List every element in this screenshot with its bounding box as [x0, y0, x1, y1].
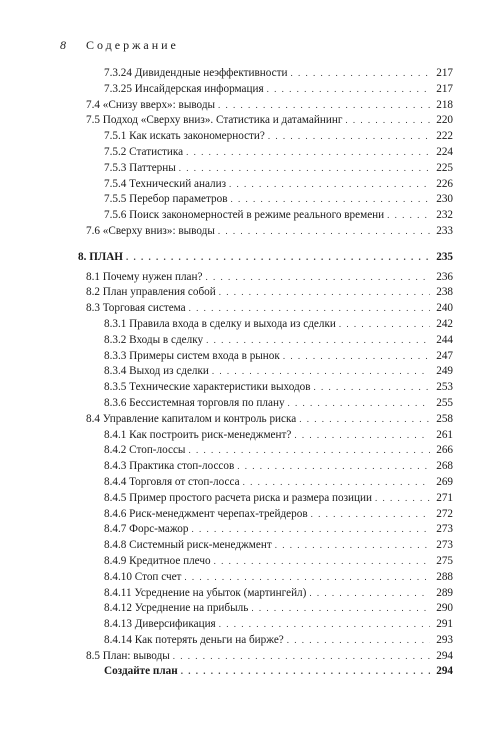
dot-leader [387, 208, 430, 224]
toc-entry-page: 236 [436, 270, 453, 283]
page-number: 8 [60, 38, 66, 52]
toc-entry-page: 253 [436, 381, 453, 394]
toc-entry-page: 247 [436, 349, 453, 362]
toc-entry-title: 8.3.1 Правила входа в сделку и выхода из сделки [104, 317, 336, 330]
toc-entry [78, 364, 453, 380]
toc-entry-title: 7.6 «Сверху вниз»: выводы [86, 224, 215, 237]
toc-entry-page: 272 [436, 507, 453, 520]
toc-entry [78, 428, 453, 444]
dot-leader [188, 443, 430, 459]
dot-leader [189, 301, 430, 317]
dot-leader [173, 649, 430, 665]
toc-entry [78, 396, 453, 412]
toc-entry-title: 7.4 «Снизу вверх»: выводы [86, 98, 216, 111]
toc-entry [78, 66, 453, 82]
toc-entry-title: 7.3.25 Инсайдерская информация [104, 82, 264, 95]
dot-leader [218, 224, 430, 240]
dot-leader [126, 250, 430, 266]
toc-entry-title: 8.2 План управления собой [86, 286, 216, 299]
dot-leader [219, 617, 430, 633]
toc-entry-title: 8.4.8 Системный риск-менеджмент [104, 539, 272, 552]
toc-entry-title: 7.5.4 Технический анализ [104, 177, 227, 190]
toc-entry [78, 459, 453, 475]
dot-leader [268, 129, 430, 145]
dot-leader [184, 570, 430, 586]
toc-entry-title: 8.4.5 Пример простого расчета риска и размера позиции [104, 491, 372, 504]
toc-entry [78, 224, 453, 240]
toc-entry-page: 271 [436, 491, 453, 504]
dot-leader [275, 538, 430, 554]
toc-entry [78, 475, 453, 491]
toc-entry-page: 232 [436, 209, 453, 222]
toc-entry [78, 301, 453, 317]
dot-leader [375, 491, 430, 507]
toc-entry-title: 8.4.14 Как потерять деньги на бирже? [104, 633, 284, 646]
toc-entry-title: 7.5.3 Паттерны [104, 161, 176, 174]
toc-entry-title: 8.3.6 Бессистемная торговля по плану [104, 396, 285, 409]
toc-entry [78, 82, 453, 98]
dot-leader [181, 664, 430, 680]
toc-entry-page: 255 [436, 396, 453, 409]
toc-entry-page: 226 [436, 177, 453, 190]
toc-entry-page: 217 [436, 82, 453, 95]
toc-entry-page: 218 [436, 98, 453, 111]
toc-entry [78, 586, 453, 602]
dot-leader [243, 475, 430, 491]
toc-entry-page: 275 [436, 554, 453, 567]
toc-entry [78, 129, 453, 145]
toc-entry-page: 217 [436, 67, 453, 79]
dot-leader [251, 601, 430, 617]
running-title: Содержание [86, 38, 179, 52]
toc-entry [78, 113, 453, 129]
dot-leader [267, 82, 430, 98]
toc-entry-title: 8.4.10 Стоп счет [104, 570, 182, 583]
toc-entry-page: 240 [436, 302, 453, 315]
toc-entry [78, 412, 453, 428]
toc-entry-page: 273 [436, 523, 453, 536]
toc-entry [78, 285, 453, 301]
toc-entry [78, 491, 453, 507]
toc-entry-title: 8.3.5 Технические характеристики выходов [104, 381, 311, 394]
toc-entry-title: 8.3.3 Примеры систем входа в рынок [104, 349, 280, 362]
dot-leader [311, 507, 430, 523]
toc-entry-page: 293 [436, 633, 453, 646]
toc-entry [78, 380, 453, 396]
toc-entry-title: 7.3.24 Дивидендные неэффективности [104, 67, 288, 79]
dot-leader [192, 522, 431, 538]
dot-leader [283, 349, 430, 365]
toc-entry-title: 8.4.3 Практика стоп-лоссов [104, 460, 235, 473]
toc-entry [78, 649, 453, 665]
toc-entry-page: 291 [436, 618, 453, 631]
toc-entry [78, 633, 453, 649]
toc-entry [78, 617, 453, 633]
toc-entry-title: 8.4.12 Усреднение на прибыль [104, 602, 249, 615]
toc-entry-page: 258 [436, 412, 453, 425]
dot-leader [314, 380, 430, 396]
toc-entry-title: 8.4 Управление капиталом и контроль риска [86, 412, 297, 425]
toc-entry [78, 601, 453, 617]
toc-entry [78, 522, 453, 538]
toc-entry-title: 8.4.2 Стоп-лоссы [104, 444, 186, 457]
toc-entry [78, 161, 453, 177]
toc-entry-title: 7.5.5 Перебор параметров [104, 193, 228, 206]
dot-leader [205, 270, 430, 286]
toc-entry-page: 289 [436, 586, 453, 599]
toc-entry-page: 238 [436, 286, 453, 299]
toc-entry-page: 266 [436, 444, 453, 457]
toc-entry [78, 443, 453, 459]
dot-leader [237, 459, 430, 475]
toc-entry-title: 7.5.1 Как искать закономерности? [104, 130, 265, 143]
toc-entry-page: 249 [436, 365, 453, 378]
toc-entry-page: 224 [436, 145, 453, 158]
toc-entry-title: 8.5 План: выводы [86, 649, 170, 662]
dot-leader [229, 177, 430, 193]
dot-leader [288, 396, 430, 412]
toc-entry-title: 8.3.2 Входы в сделку [104, 333, 204, 346]
toc-entry-page: 244 [436, 333, 453, 346]
toc-entry-title: 8.1 Почему нужен план? [86, 270, 203, 283]
dot-leader [294, 428, 430, 444]
toc-entry-page: 233 [436, 224, 453, 237]
toc-entry-page: 268 [436, 460, 453, 473]
toc-entry-title: 8.4.1 Как построить риск-менеджмент? [104, 428, 292, 441]
dot-leader [206, 333, 430, 349]
toc-entry-page: 261 [436, 428, 453, 441]
toc-entry [78, 538, 453, 554]
dot-leader [339, 317, 430, 333]
toc-entry-page: 230 [436, 193, 453, 206]
toc-entry-title: 8.4.13 Диверсификация [104, 618, 216, 631]
toc-entry [78, 333, 453, 349]
toc-entry-page: 294 [436, 665, 453, 678]
toc-entry [78, 270, 453, 286]
toc-entry-page: 294 [436, 649, 453, 662]
toc-entry-page: 290 [436, 602, 453, 615]
toc-entry-title: 7.5.6 Поиск закономерностей в режиме реального времени [104, 209, 385, 222]
toc-entry-title: 8.3 Торговая система [86, 302, 186, 315]
toc-entry-title: 8.4.9 Кредитное плечо [104, 554, 211, 567]
toc-entry [78, 317, 453, 333]
dot-leader [299, 412, 430, 428]
toc-entry-page: 225 [436, 161, 453, 174]
toc-entry-title: 8.4.6 Риск-менеджмент черепах-трейдеров [104, 507, 308, 520]
dot-leader [214, 554, 430, 570]
dot-leader [212, 364, 430, 380]
toc-entry [78, 664, 453, 680]
toc-entry [78, 349, 453, 365]
toc-chapter-row [78, 250, 453, 266]
toc-entry [78, 145, 453, 161]
dot-leader [309, 586, 430, 602]
toc-entry [78, 98, 453, 114]
toc-entry-title: Создайте план [104, 665, 178, 678]
toc-entry-title: 8.3.4 Выход из сделки [104, 365, 209, 378]
toc-entry-title: 8.4.7 Форс-мажор [104, 523, 189, 536]
toc-entry [78, 192, 453, 208]
toc-entry-page: 242 [436, 317, 453, 330]
dot-leader [186, 145, 430, 161]
dot-leader [218, 98, 430, 114]
toc-entry-title: 8.4.11 Усреднение на убыток (мартингейл) [104, 586, 307, 599]
toc-entry-title: 8.4.4 Торговля от стоп-лосса [104, 475, 240, 488]
toc-entry-page: 235 [436, 250, 453, 263]
toc-entry-page: 222 [436, 130, 453, 143]
dot-leader [231, 192, 430, 208]
toc-entry-title: 8. ПЛАН [78, 250, 124, 263]
page-header [60, 38, 179, 53]
dot-leader [291, 66, 431, 82]
toc-entry [78, 208, 453, 224]
toc-entry-page: 288 [436, 570, 453, 583]
toc-entry-page: 269 [436, 475, 453, 488]
toc-entry [78, 570, 453, 586]
toc-entry-page: 220 [436, 114, 453, 127]
toc-entry-page: 273 [436, 539, 453, 552]
toc-entry [78, 177, 453, 193]
toc-entry [78, 554, 453, 570]
table-of-contents [78, 66, 453, 680]
toc-entry-title: 7.5.2 Статистика [104, 145, 184, 158]
dot-leader [179, 161, 430, 177]
dot-leader [287, 633, 430, 649]
dot-leader [345, 113, 430, 129]
toc-entry-title: 7.5 Подход «Сверху вниз». Статистика и датамайнинг [86, 114, 343, 127]
dot-leader [219, 285, 430, 301]
toc-entry [78, 507, 453, 523]
